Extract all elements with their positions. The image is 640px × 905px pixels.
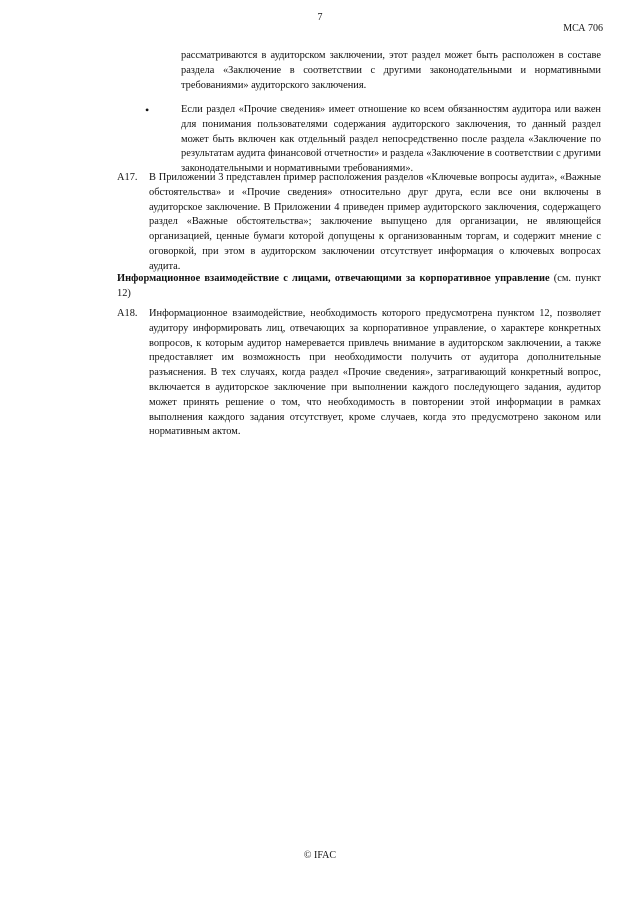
section-heading-title: Информационное взаимодействие с лицами, отвечающими за корпоративное управление	[117, 273, 550, 284]
document-code: МСА 706	[563, 23, 603, 34]
copyright-footer: © IFAC	[303, 850, 337, 861]
page-number: 7	[317, 12, 323, 23]
paragraph-text: В Приложении 3 представлен пример расположения разделов «Ключевые вопросы аудита», «Важные обстоятельства» и «Прочие сведения» относительно друг друга, если все они включены в аудиторское заключение. В Приложении 4 приведен пример аудиторского заключения, содержащего раздел «Важные обстоятельства»; заключение выпущено для организации, не являющейся организацией, ценные бумаги которой допущены к организованным торгам, и содержит мнение с оговоркой, при этом в аудиторском заключении отсутствует информация о ключевых вопросах аудита.	[149, 172, 601, 272]
section-heading-reference: (см. пункт 12)	[117, 273, 601, 299]
bullet-dot-icon: •	[145, 103, 150, 117]
continuation-paragraph: рассматриваются в аудиторском заключении, этот раздел может быть расположен в составе раздела «Заключение в соответствии с другими законодательными и нормативными требованиями» аудиторского заключения.	[181, 50, 601, 91]
paragraph-number: A17.	[117, 172, 138, 183]
paragraph-number: A18.	[117, 308, 138, 319]
paragraph-text: Информационное взаимодействие, необходимость которого предусмотрена пунктом 12, позволяет аудитору информировать лиц, отвечающих за корпоративное управление, о характере конкретных вопросов, к которым аудитор намеревается привлечь внимание в аудиторском заключении, а также предоставляет им возможность при необходимости получить от аудитора дополнительные разъяснения. В тех случаях, когда раздел «Прочие сведения», затрагивающий конкретный вопрос, включается в аудиторское заключение при выполнении каждого последующего задания, аудитор может принять решение о том, что необходимость в повторении этой информации в рамках выполнения каждого задания отсутствует, кроме случаев, когда это предусмотрено законом или нормативным актом.	[149, 308, 601, 438]
section-heading	[117, 272, 601, 302]
bullet-text: Если раздел «Прочие сведения» имеет отношение ко всем обязанностям аудитора или важен для понимания пользователями содержания аудиторского заключения, то данный раздел может быть включен как отдельный раздел непосредственно после раздела «Заключение по результатам аудита финансовой отчетности» и раздела «Заключение в соответствии с другими законодательными и нормативными требованиями».	[181, 104, 601, 175]
